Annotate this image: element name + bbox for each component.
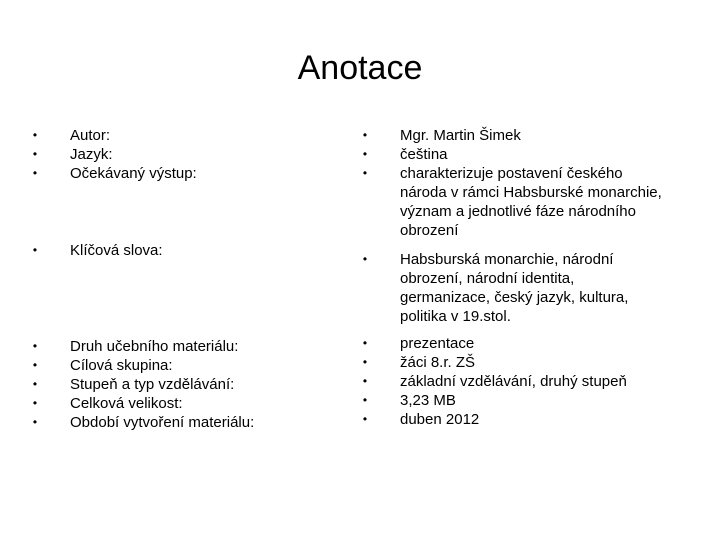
bullet-icon: • bbox=[32, 243, 38, 257]
value-language: čeština bbox=[400, 146, 448, 163]
label-material-type: Druh učebního materiálu: bbox=[70, 338, 239, 355]
value-expected-output: charakterizuje postavení českého národa v rámci Habsburské monarchie, význam a jednotlivé fáze národního obrození bbox=[400, 165, 662, 239]
bullet-icon: • bbox=[32, 147, 38, 161]
bullet-icon: • bbox=[362, 412, 368, 426]
list-item bbox=[362, 164, 665, 240]
label-total-size: Celková velikost: bbox=[70, 395, 183, 412]
left-list-group-2 bbox=[32, 241, 340, 260]
list-item bbox=[32, 145, 340, 164]
value-keywords: Habsburská monarchie, národní obrození, národní identita, germanizace, český jazyk, kultura, politika v 19.stol. bbox=[400, 251, 629, 325]
bullet-icon: • bbox=[362, 374, 368, 388]
bullet-icon: • bbox=[32, 358, 38, 372]
list-item bbox=[32, 375, 340, 394]
label-expected-output: Očekávaný výstup: bbox=[70, 165, 197, 182]
list-item bbox=[32, 356, 340, 375]
slide-title: Anotace bbox=[297, 49, 423, 87]
list-item bbox=[362, 250, 665, 326]
bullet-icon: • bbox=[32, 377, 38, 391]
value-target-group: žáci 8.r. ZŠ bbox=[400, 354, 476, 371]
right-list-group-3 bbox=[362, 334, 665, 429]
list-item bbox=[362, 410, 665, 429]
value-education-level: základní vzdělávání, druhý stupeň bbox=[400, 373, 627, 390]
label-keywords: Klíčová slova: bbox=[70, 242, 163, 259]
bullet-icon: • bbox=[362, 166, 368, 180]
right-list-group-2 bbox=[362, 250, 665, 326]
bullet-icon: • bbox=[362, 147, 368, 161]
left-list-group-1 bbox=[32, 126, 340, 183]
bullet-icon: • bbox=[32, 339, 38, 353]
list-item bbox=[362, 126, 665, 145]
label-author: Autor: bbox=[70, 127, 111, 144]
list-item bbox=[32, 394, 340, 413]
value-material-type: prezentace bbox=[400, 335, 475, 352]
list-item bbox=[362, 334, 665, 353]
bullet-icon: • bbox=[32, 396, 38, 410]
bullet-icon: • bbox=[32, 128, 38, 142]
bullet-icon: • bbox=[362, 252, 368, 266]
bullet-icon: • bbox=[362, 128, 368, 142]
bullet-icon: • bbox=[362, 336, 368, 350]
list-item bbox=[32, 164, 340, 183]
value-author: Mgr. Martin Šimek bbox=[400, 127, 521, 144]
list-item bbox=[32, 337, 340, 356]
bullet-icon: • bbox=[32, 415, 38, 429]
bullet-icon: • bbox=[362, 393, 368, 407]
list-item bbox=[362, 391, 665, 410]
value-creation-period: duben 2012 bbox=[400, 411, 480, 428]
label-education-level: Stupeň a typ vzdělávání: bbox=[70, 376, 235, 393]
label-creation-period: Období vytvoření materiálu: bbox=[70, 414, 255, 431]
label-language: Jazyk: bbox=[70, 146, 113, 163]
list-item bbox=[32, 413, 340, 432]
list-item bbox=[362, 145, 665, 164]
bullet-icon: • bbox=[362, 355, 368, 369]
value-total-size: 3,23 MB bbox=[400, 392, 456, 409]
list-item bbox=[362, 372, 665, 391]
list-item bbox=[362, 353, 665, 372]
list-item bbox=[32, 241, 340, 260]
bullet-icon: • bbox=[32, 166, 38, 180]
list-item bbox=[32, 126, 340, 145]
label-target-group: Cílová skupina: bbox=[70, 357, 173, 374]
left-list-group-3 bbox=[32, 337, 340, 432]
right-list-group-1 bbox=[362, 126, 665, 240]
